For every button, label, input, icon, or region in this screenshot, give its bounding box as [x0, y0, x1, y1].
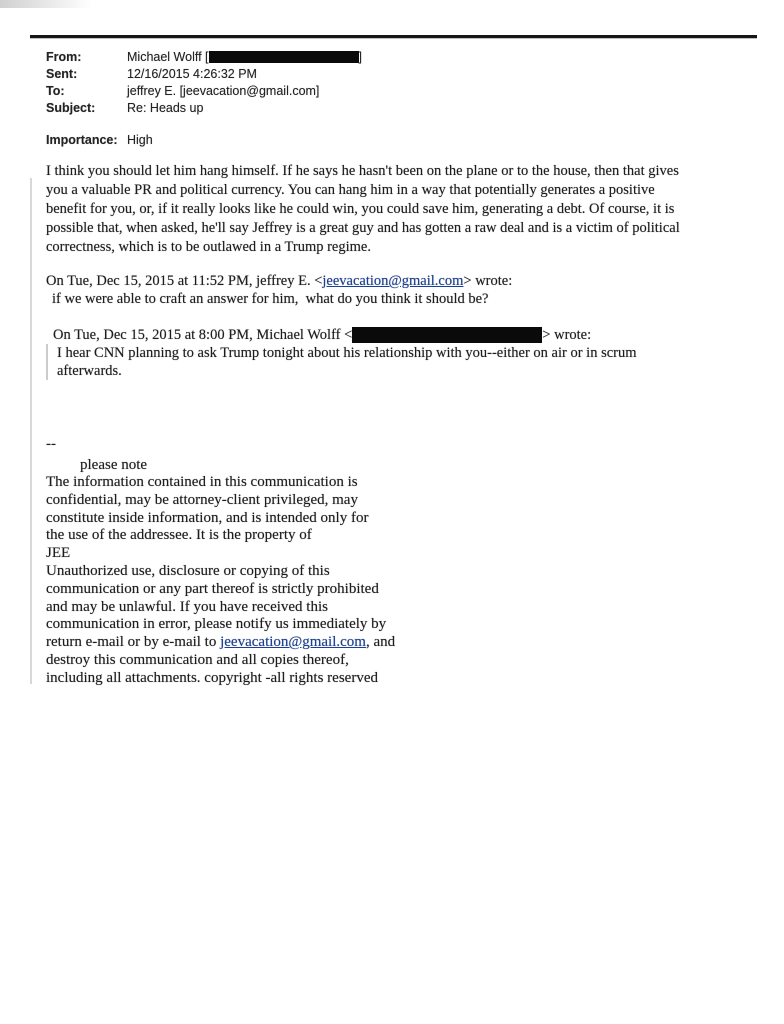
quote-body [46, 290, 746, 308]
to-label: To: [46, 84, 65, 98]
header-row-importance [46, 132, 746, 149]
quote-body [46, 344, 746, 380]
link-line-post: , and [365, 634, 396, 651]
email-content [46, 49, 746, 688]
disclaimer-line: confidential, may be attorney-client privileged, may [46, 491, 358, 508]
header-divider-rule [30, 35, 757, 38]
importance-label: Importance: [46, 133, 118, 147]
attribution-suffix: > wrote: [463, 273, 513, 289]
importance-value: High [127, 133, 153, 147]
from-value [127, 49, 362, 66]
sent-label: Sent: [46, 67, 78, 81]
header-row-from [46, 49, 746, 66]
main-paragraph [46, 162, 746, 257]
sent-value: 12/16/2015 4:26:32 PM [127, 67, 257, 81]
disclaimer-line: destroy this communication and all copies thereof, [46, 651, 349, 668]
subject-value: Re: Heads up [127, 101, 204, 115]
quote-attribution [46, 272, 746, 290]
signature-disclaimer [46, 435, 746, 688]
email-body [46, 162, 746, 688]
header-row-sent [46, 66, 746, 83]
attribution-prefix: On Tue, Dec 15, 2015 at 8:00 PM, Michael Wolff < [53, 327, 353, 343]
disclaimer-line: communication in error, please notify us immediately by [46, 616, 387, 633]
quote-attribution [46, 326, 746, 344]
quoted-message-wolff [46, 326, 746, 380]
redaction-bar [209, 51, 359, 63]
disclaimer-line: communication or any part thereof is strictly prohibited [46, 580, 379, 597]
disclaimer-line: and may be unlawful. If you have received this [46, 598, 328, 615]
subject-label: Subject: [46, 101, 96, 115]
paragraph-line: correctness, which is to be outlawed in a Trump regime. [46, 239, 371, 255]
disclaimer-link-line [46, 634, 746, 652]
disclaimer-line: including all attachments. copyright -all rights reserved [46, 669, 378, 686]
email-address-link[interactable]: jeevacation@gmail.com [220, 634, 366, 651]
paragraph-line: you a valuable PR and political currency. You can hang him in a way that potentially generates a positive [46, 182, 655, 198]
quote-line: if we were able to craft an answer for him, what do you think it should be? [52, 291, 489, 307]
paragraph-line: benefit for you, or, if it really looks like he could win, you could save him, generating a debt. Of course, it is [46, 201, 675, 217]
header-row-subject [46, 100, 746, 117]
to-value: jeffrey E. [jeevacation@gmail.com] [127, 84, 320, 98]
quote-line: I hear CNN planning to ask Trump tonight about his relationship with you--either on air or in scrum [57, 345, 637, 361]
disclaimer-line: The information contained in this communication is [46, 474, 358, 490]
attribution-suffix: > wrote: [542, 327, 592, 343]
email-header [46, 49, 746, 149]
disclaimer-line: JEE [46, 545, 71, 562]
redaction-bar [352, 327, 542, 343]
link-line-pre: return e-mail or by e-mail to [46, 634, 221, 651]
disclaimer-line: the use of the addressee. It is the property of [46, 527, 312, 544]
email-address-link[interactable]: jeevacation@gmail.com [322, 273, 464, 289]
from-value-prefix: Michael Wolff [ [127, 50, 209, 64]
attribution-prefix: On Tue, Dec 15, 2015 at 11:52 PM, jeffrey E. < [46, 273, 323, 289]
quoted-message-jeffrey [46, 272, 746, 308]
disclaimer-line: constitute inside information, and is intended only for [46, 509, 369, 526]
page-fold-line [30, 178, 32, 684]
from-label: From: [46, 50, 82, 64]
header-row-to [46, 83, 746, 100]
disclaimer-line: Unauthorized use, disclosure or copying of this [46, 562, 330, 579]
please-note-line: please note [80, 457, 148, 473]
from-value-suffix: ] [358, 50, 362, 64]
paragraph-line: I think you should let him hang himself. If he says he hasn't been on the plane or to the house, then that gives [46, 163, 679, 179]
paragraph-line: possible that, when asked, he'll say Jeffrey is a great guy and has gotten a raw deal and is a victim of political [46, 220, 680, 236]
quote-line: afterwards. [57, 363, 122, 379]
signature-separator: -- [46, 436, 56, 452]
scan-edge-artifact [0, 0, 92, 8]
